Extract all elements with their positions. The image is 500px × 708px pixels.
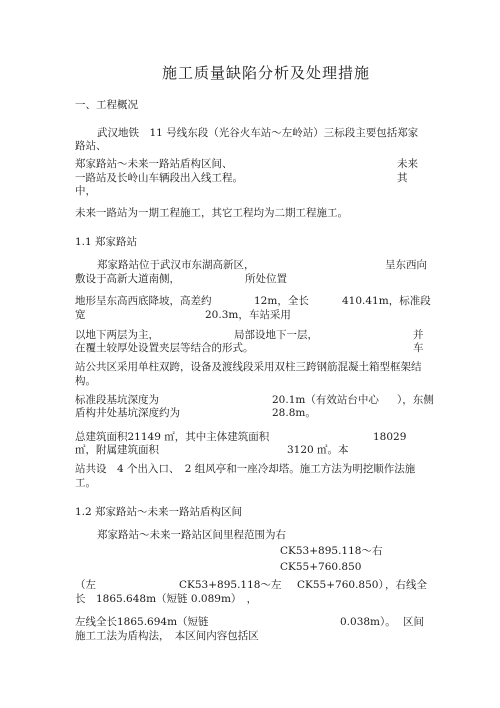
paragraph-line: 路站、 (75, 140, 107, 152)
paragraph-line: 28.8m。 (272, 407, 316, 419)
paragraph-line: 标准段基坑深度为 (75, 394, 159, 406)
paragraph-line: CK55+760.850 (280, 561, 362, 573)
paragraph-line: 12m，全长 (254, 295, 309, 307)
paragraph-line: 左线全长1865.694m（短链 (75, 616, 209, 628)
paragraph-line: 郑家路站位于武汉市东湖高新区， (97, 259, 255, 271)
paragraph-line: 3120 ㎡。本 (287, 444, 349, 456)
paragraph-line: 410.41m，标准段 (342, 295, 431, 307)
paragraph-line: 其 (397, 172, 408, 184)
paragraph-line: CK53+895.118～左 (179, 579, 282, 591)
paragraph-line: 构。 (75, 375, 96, 387)
paragraph-line: ，右线全 (385, 579, 427, 591)
document-title: 施工质量缺陷分析及处理措施 (162, 64, 371, 82)
paragraph-line: 地形呈东高西底降坡，高差约 (75, 295, 212, 307)
paragraph-line: 敷设于高新大道南侧， (75, 273, 180, 285)
paragraph-line: 未来 (397, 158, 418, 170)
paragraph-line: CK55+760.850） (297, 579, 389, 591)
paragraph-line: 局部设地下一层， (234, 329, 318, 341)
paragraph-line: 宽 (75, 309, 86, 321)
paragraph-line: 在覆土较厚处设置夹层等结合的形式。 (75, 342, 254, 354)
paragraph-line: 20.1m（有效站台中心 (272, 394, 379, 406)
paragraph-line: 总建筑面积21149 ㎡，其中主体建筑面积 (75, 431, 270, 443)
paragraph-line: 以地下两层为主， (75, 329, 159, 341)
section-heading-overview: 一、工程概况 (75, 99, 138, 111)
paragraph-line: 区间 (403, 616, 424, 628)
paragraph-line: 盾构井处基坑深度约为 (75, 407, 180, 419)
paragraph-line: 中， (75, 185, 96, 197)
paragraph-line: 呈东西向 (385, 259, 427, 271)
paragraph-line: 一路站及长岭山车辆段出入线工程。 (75, 172, 243, 184)
paragraph-line: 站公共区采用单柱双跨，设备及渡线段采用双柱三跨钢筋混凝土箱型框架结 (75, 361, 422, 373)
section-heading-zhengjialu: 1.1 郑家路站 (75, 236, 138, 248)
paragraph-line: 工。 (75, 477, 96, 489)
paragraph-line: 郑家路站～未来一路站区间里程范围为右 (97, 529, 286, 541)
paragraph-line: CK53+895.118～右 (280, 545, 383, 557)
paragraph-line: 所处位置 (245, 273, 287, 285)
section-heading-shield-tunnel: 1.2 郑家路站～未来一路站盾构区间 (75, 506, 243, 518)
paragraph-line: ㎡，附属建筑面积 (75, 444, 159, 456)
paragraph-line: ），东侧 (397, 394, 434, 406)
paragraph-line: 武汉地铁 11 号线东段（光谷火车站～左岭站）三标段主要包括郑家 (97, 127, 419, 139)
paragraph-line: 20.3m，车站采用 (205, 309, 291, 321)
paragraph-line: 郑家路站～未来一路站盾构区间、 (75, 158, 233, 170)
paragraph-line: 施工工法为盾构法， 本区间内容包括区 (75, 630, 259, 642)
paragraph-line: 并 (413, 329, 424, 341)
paragraph-line: 长 1865.648m（短链 0.089m） ， (75, 593, 258, 605)
paragraph-line: 站共设 4 个出入口、 2 组风亭和一座冷却塔。施工方法为明挖顺作法施 (75, 463, 416, 475)
paragraph-line: （左 (75, 579, 96, 591)
paragraph-line: 车 (413, 342, 424, 354)
paragraph-line: 0.038m）。 (340, 616, 396, 628)
paragraph-line: 未来一路站为一期工程施工，其它工程均为二期工程施工。 (75, 207, 348, 219)
paragraph-line: 18029 (373, 431, 407, 443)
